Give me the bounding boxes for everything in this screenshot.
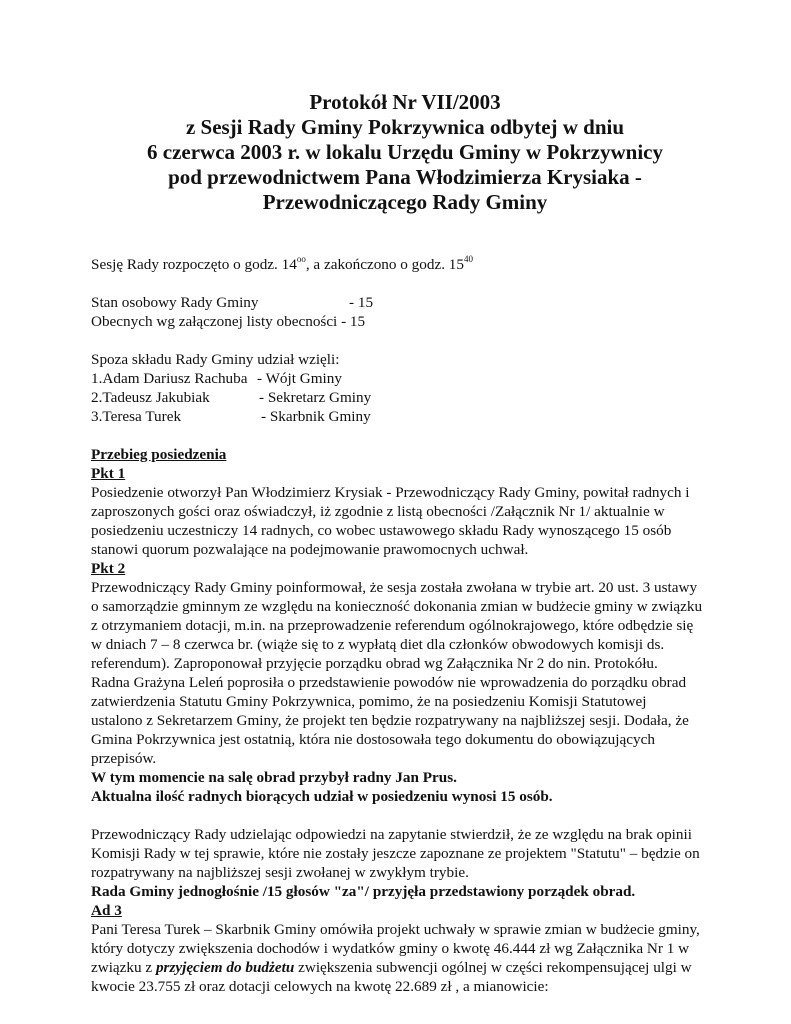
present-count: Obecnych wg załączonej listy obecności - 15 [91,313,366,330]
title-line-5: Przewodniczącego Rady Gminy [262,190,548,214]
ad3-line3-end: zwiększenia subwencji ogólnej w części rekompensującej ulgi w [294,959,692,976]
pkt2-heading: Pkt 2 [91,560,126,577]
guest-name: 2.Tadeusz Jakubiak [91,389,210,406]
attendance-update: Aktualna ilość radnych biorących udział w posiedzeniu wynosi 15 osób. [91,788,553,805]
pkt2-line: referendum). Zaproponował przyjęcie porządku obrad wg Załącznika Nr 2 do nin. Protokółu. [91,655,658,672]
pkt1-line: stanowi quorum pozwalające na podejmowanie prawomocnych uchwał. [91,541,529,558]
guest-role: - Skarbnik Gminy [261,408,371,425]
ad3-emphasis: przyjęciem do budżetu [155,959,295,976]
council-size-label: Stan osobowy Rady Gminy [91,294,259,311]
session-start-minutes: oo [296,254,306,264]
proceedings-heading: Przebieg posiedzenia [91,446,227,463]
ad3-heading: Ad 3 [91,902,122,919]
session-end-minutes: 40 [463,254,473,264]
guest-role: - Sekretarz Gminy [259,389,372,406]
pkt1-heading: Pkt 1 [91,465,126,482]
title-line-1: Protokół Nr VII/2003 [309,90,501,114]
lelen-line: Gmina Pokrzywnica jest ostatnią, która nie dostosowała tego dokumentu do obowiązujących [91,731,655,748]
guest-item [91,388,719,407]
pkt2-line: z otrzymaniem dotacji, m.in. na przeprowadzenie referendum ogólnokrajowego, które odbędzie się [91,617,694,634]
lelen-line: Radna Grażyna Leleń poprosiła o przedstawienie powodów nie wprowadzenia do porządku obrad [91,674,687,691]
ad3-line: który dotyczy zwiększenia dochodów i wydatków gminy o kwotę 46.444 zł wg Załącznika Nr 1 w [91,940,690,957]
answer-line: Przewodniczący Rady udzielając odpowiedzi na zapytanie stwierdził, że ze względu na brak opinii [91,826,692,843]
session-times [91,255,719,274]
pkt2-line: w dniach 7 – 8 czerwca br. (wiąże się to z wypłatą diet dla członków obwodowych komisji ds. [91,636,665,653]
answer-line: Komisji Rady w tej sprawie, które nie zostały jeszcze zapoznane ze projektem "Statutu" – będzie on [91,845,700,862]
guest-item [91,407,719,426]
prus-arrival: W tym momencie na salę obrad przybył radny Jan Prus. [91,769,457,786]
title-line-3: 6 czerwca 2003 r. w lokalu Urzędu Gminy w Pokrzywnicy [147,140,663,164]
guest-name: 3.Teresa Turek [91,408,182,425]
guest-role: - Wójt Gminy [257,370,342,387]
lelen-line: zatwierdzenia Statutu Gminy Pokrzywnica, pomimo, że na posiedzeniu Komisji Statutowej [91,693,647,710]
answer-line: rozpatrywany na najbliższej sesji zwołanej w zwykłym trybie. [91,864,469,881]
pkt2-line: o samorządzie gminnym ze względu na konieczność dokonania zmian w budżecie gminy w związku [91,598,703,615]
lelen-line: ustalono z Sekretarzem Gminy, że projekt ten będzie rozpatrywany na najbliższej sesji. Dodała, że [91,712,689,729]
session-end-text: , a zakończono o godz. 15 [305,256,464,273]
pkt1-line: Posiedzenie otworzył Pan Włodzimierz Krysiak - Przewodniczący Rady Gminy, powitał radnych i [91,484,690,501]
council-size-value: - 15 [349,294,374,311]
guest-item [91,369,719,388]
pkt1-line: zaproszonych gości oraz oświadczył, iż zgodnie z listą obecności /Załącznik Nr 1/ aktualnie w [91,503,665,520]
protocol-body [91,255,719,996]
ad3-line [91,958,719,977]
title-line-2: z Sesji Rady Gminy Pokrzywnica odbytej w dniu [185,115,625,139]
pkt2-line: Przewodniczący Rady Gminy poinformował, że sesja została zwołana w trybie art. 20 ust. 3 ustawy [91,579,698,596]
session-start-text: Sesję Rady rozpoczęto o godz. 14 [91,256,297,273]
council-size [91,293,719,312]
guests-heading: Spoza składu Rady Gminy udział wzięli: [91,351,340,368]
guest-name: 1.Adam Dariusz Rachuba [91,370,248,387]
title-line-4: pod przewodnictwem Pana Włodzimierza Krysiaka - [168,165,642,189]
lelen-line: przepisów. [91,750,157,767]
ad3-line: Pani Teresa Turek – Skarbnik Gminy omówiła projekt uchwały w sprawie zmian w budżecie gminy, [91,921,700,938]
ad3-line3-start: związku z [91,959,156,976]
ad3-line: kwocie 23.755 zł oraz dotacji celowych na kwotę 22.689 zł , a mianowicie: [91,978,549,995]
protocol-title [90,90,720,215]
pkt1-line: posiedzeniu uczestniczy 14 radnych, co wobec ustawowego składu Rady wynoszącego 15 osób [91,522,672,539]
vote-result: Rada Gminy jednogłośnie /15 głosów "za"/ przyjęła przedstawiony porządek obrad. [91,883,636,900]
